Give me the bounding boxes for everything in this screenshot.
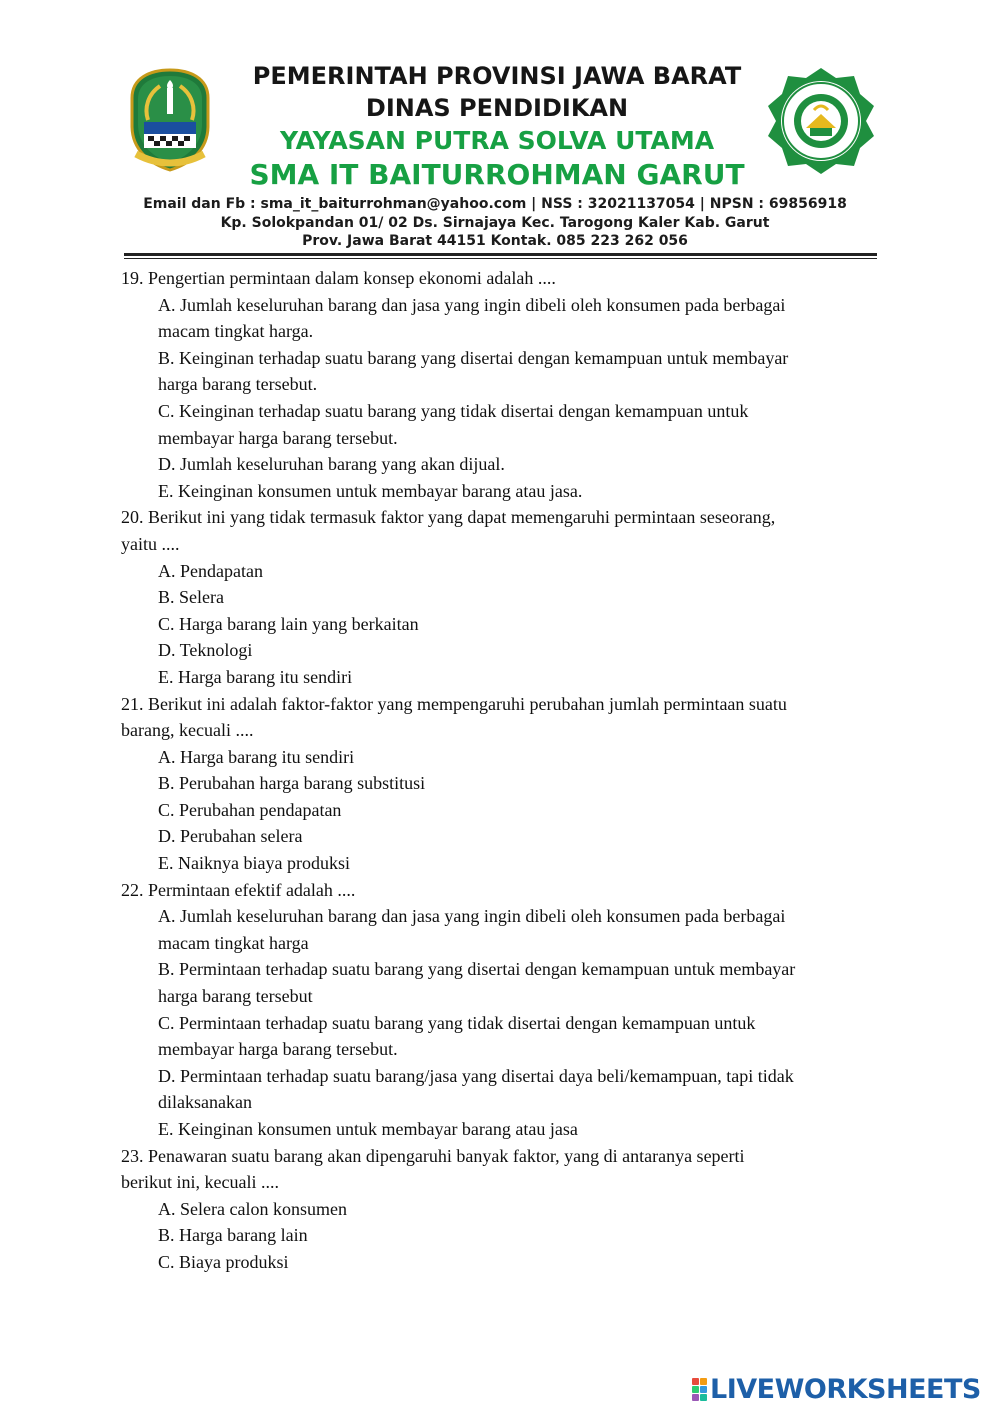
question-19-option-b[interactable]: B. Keinginan terhadap suatu barang yang disertai dengan kemampuan untuk membayar harga barang tersebut.	[158, 347, 789, 395]
question-21-option-b[interactable]: B. Perubahan harga barang substitusi	[158, 773, 426, 794]
question-22-option-b[interactable]: B. Permintaan terhadap suatu barang yang disertai dengan kemampuan untuk membayar harga barang tersebut	[158, 959, 796, 1007]
question-21-option-e[interactable]: E. Naiknya biaya produksi	[158, 853, 350, 874]
question-19-text: 19. Pengertian permintaan dalam konsep ekonomi adalah ....	[121, 268, 556, 288]
letterhead-government-line: PEMERINTAH PROVINSI JAWA BARAT	[252, 62, 742, 90]
question-19-option-a[interactable]: A. Jumlah keseluruhan barang dan jasa yang ingin dibeli oleh konsumen pada berbagai macam tingkat harga.	[158, 294, 786, 342]
school-seal-icon	[766, 66, 876, 176]
letterhead-divider-thick	[124, 253, 877, 256]
question-21-text: 21. Berikut ini adalah faktor-faktor yang mempengaruhi perubahan jumlah permintaan suatu barang, kecuali ....	[121, 693, 787, 741]
question-21-option-d[interactable]: D. Perubahan selera	[158, 826, 303, 847]
question-20-text: 20. Berikut ini yang tidak termasuk faktor yang dapat memengaruhi permintaan seseorang, yaitu ....	[121, 507, 776, 554]
logo-cube	[700, 1378, 707, 1385]
logo-cube	[692, 1386, 699, 1393]
liveworksheets-wordmark: LIVEWORKSHEETS	[710, 1373, 981, 1405]
logo-cube	[700, 1394, 707, 1401]
question-20	[121, 504, 881, 690]
letterhead-divider-thin	[124, 258, 877, 259]
letterhead-contact-phone: Prov. Jawa Barat 44151 Kontak. 085 223 262 056	[302, 233, 688, 249]
question-19-option-d[interactable]: D. Jumlah keseluruhan barang yang akan dijual.	[158, 454, 505, 475]
letterhead-school-name: SMA IT BAITURROHMAN GARUT	[249, 158, 745, 191]
question-19-option-c[interactable]: C. Keinginan terhadap suatu barang yang tidak disertai dengan kemampuan untuk membayar harga barang tersebut.	[158, 400, 749, 448]
question-23	[121, 1143, 881, 1276]
question-23-option-c[interactable]: C. Biaya produksi	[158, 1251, 289, 1272]
logo-cube	[700, 1386, 707, 1393]
letterhead-foundation-line: YAYASAN PUTRA SOLVA UTAMA	[279, 126, 715, 155]
letterhead-department-line: DINAS PENDIDIKAN	[365, 94, 629, 122]
question-23-option-a[interactable]: A. Selera calon konsumen	[158, 1198, 347, 1219]
question-19-option-e[interactable]: E. Keinginan konsumen untuk membayar barang atau jasa.	[158, 480, 583, 501]
liveworksheets-watermark	[692, 1374, 981, 1404]
question-20-option-b[interactable]: B. Selera	[158, 587, 224, 608]
letterhead-contact-email: Email dan Fb : sma_it_baiturrohman@yahoo.com | NSS : 32021137054 | NPSN : 69856918	[143, 196, 847, 212]
question-20-option-d[interactable]: D. Teknologi	[158, 640, 253, 661]
question-list	[121, 265, 881, 1276]
liveworksheets-logo-icon	[692, 1378, 707, 1401]
question-23-text: 23. Penawaran suatu barang akan dipengaruhi banyak faktor, yang di antaranya seperti berikut ini, kecuali ....	[121, 1145, 745, 1193]
logo-cube	[692, 1378, 699, 1385]
question-22-option-e[interactable]: E. Keinginan konsumen untuk membayar barang atau jasa	[158, 1119, 578, 1139]
question-20-option-a[interactable]: A. Pendapatan	[158, 560, 263, 581]
question-19	[121, 265, 881, 504]
question-22-option-d[interactable]: D. Permintaan terhadap suatu barang/jasa yang disertai daya beli/kemampuan, tapi tidak dilaksanakan	[158, 1065, 794, 1113]
question-21-option-c[interactable]: C. Perubahan pendapatan	[158, 799, 342, 820]
logo-cube	[692, 1394, 699, 1401]
question-22	[121, 877, 881, 1143]
question-22-option-c[interactable]: C. Permintaan terhadap suatu barang yang tidak disertai dengan kemampuan untuk membayar harga barang tersebut.	[158, 1012, 756, 1060]
question-21-option-a[interactable]: A. Harga barang itu sendiri	[158, 746, 355, 767]
question-21	[121, 691, 881, 877]
question-23-option-b[interactable]: B. Harga barang lain	[158, 1225, 308, 1246]
letterhead-contact-address: Kp. Solokpandan 01/ 02 Ds. Sirnajaya Kec. Tarogong Kaler Kab. Garut	[220, 215, 770, 231]
question-20-option-e[interactable]: E. Harga barang itu sendiri	[158, 666, 353, 687]
question-22-text: 22. Permintaan efektif adalah ....	[121, 879, 356, 900]
question-22-option-a[interactable]: A. Jumlah keseluruhan barang dan jasa yang ingin dibeli oleh konsumen pada berbagai macam tingkat harga	[158, 906, 786, 953]
letterhead	[0, 0, 1000, 262]
question-20-option-c[interactable]: C. Harga barang lain yang berkaitan	[158, 613, 419, 634]
